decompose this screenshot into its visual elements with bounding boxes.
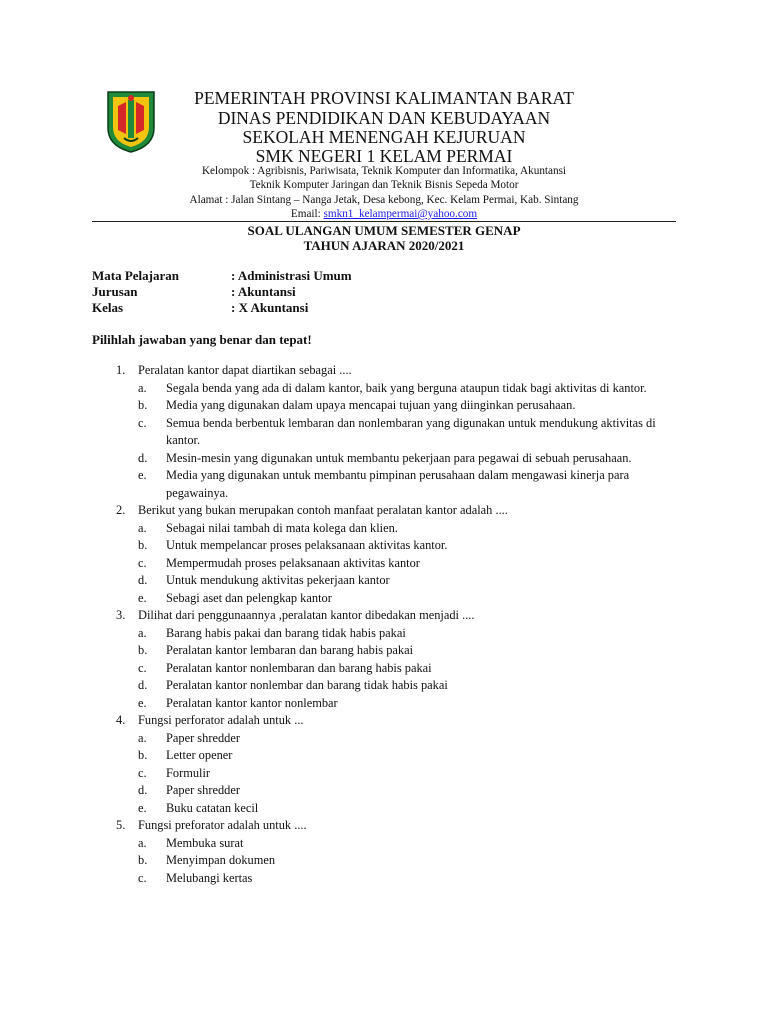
option-text: Peralatan kantor nonlembaran dan barang habis pakai — [166, 660, 432, 675]
meta-label: Mata Pelajaran — [92, 268, 180, 283]
option-letter: c. — [138, 415, 147, 430]
option-text: Sebagi aset dan pelengkap kantor — [166, 590, 332, 605]
option-text: Untuk mempelancar proses pelaksanaan aktivitas kantor. — [166, 538, 448, 552]
option-item — [138, 572, 684, 590]
question-number: 5. — [116, 818, 126, 832]
option-item — [138, 520, 684, 538]
option-letter: d. — [138, 678, 148, 692]
question-item — [112, 712, 684, 817]
header-email-line — [150, 207, 618, 221]
option-item — [138, 450, 684, 468]
email-link[interactable]: smkn1_kelampermai@yahoo.com — [323, 208, 478, 220]
meta-value: : Akuntansi — [231, 284, 296, 299]
option-item — [138, 397, 684, 415]
question-list — [112, 362, 684, 887]
option-letter: d. — [138, 573, 148, 587]
option-text: Media yang digunakan untuk membantu pimpinan perusahaan dalam mengawasi kinerja para pegawainya. — [166, 468, 630, 500]
option-letter: c. — [138, 765, 147, 780]
option-list — [138, 835, 684, 888]
option-text: Mempermudah proses pelaksanaan aktivitas kantor — [166, 555, 420, 570]
option-letter: a. — [138, 520, 147, 535]
option-text: Formulir — [166, 765, 211, 780]
option-letter: a. — [138, 625, 147, 640]
question-number: 4. — [116, 713, 126, 727]
question-text: Peralatan kantor dapat diartikan sebagai .... — [138, 363, 352, 377]
option-letter: b. — [138, 538, 148, 552]
option-item — [138, 730, 684, 748]
option-item — [138, 660, 684, 678]
option-list — [138, 730, 684, 818]
option-item — [138, 835, 684, 853]
question-number: 3. — [116, 608, 126, 622]
option-item — [138, 765, 684, 783]
option-item — [138, 747, 684, 765]
header-line-government: PEMERINTAH PROVINSI KALIMANTAN BARAT — [194, 88, 574, 108]
option-text: Membuka surat — [166, 835, 244, 850]
option-text: Sebagai nilai tambah di mata kolega dan klien. — [166, 520, 398, 535]
option-item — [138, 467, 684, 502]
instruction: Pilihlah jawaban yang benar dan tepat! — [92, 332, 312, 347]
option-letter: c. — [138, 870, 147, 885]
option-text: Untuk mendukung aktivitas pekerjaan kantor — [166, 573, 390, 587]
option-text: Peralatan kantor nonlembar dan barang tidak habis pakai — [166, 678, 448, 692]
option-item — [138, 642, 684, 660]
option-letter: c. — [138, 660, 147, 675]
option-item — [138, 677, 684, 695]
option-text: Media yang digunakan dalam upaya mencapai tujuan yang diinginkan perusahaan. — [166, 398, 576, 412]
meta-row-class — [92, 300, 308, 316]
header-address: Alamat : Jalan Sintang – Nanga Jetak, Desa kebong, Kec. Kelam Permai, Kab. Sintang — [189, 194, 579, 206]
meta-label: Jurusan — [92, 284, 138, 299]
header-line-school-type: SEKOLAH MENENGAH KEJURUAN — [242, 127, 526, 147]
option-text: Paper shredder — [166, 730, 240, 745]
question-text: Berikut yang bukan merupakan contoh manfaat peralatan kantor adalah .... — [138, 503, 508, 517]
option-text: Segala benda yang ada di dalam kantor, baik yang berguna ataupun tidak bagi aktivitas di kantor. — [166, 380, 647, 395]
option-letter: e. — [138, 695, 147, 710]
question-item — [112, 817, 684, 887]
meta-row-major — [92, 284, 296, 300]
option-letter: d. — [138, 450, 148, 465]
option-letter: e. — [138, 590, 147, 605]
header-kelompok: Kelompok : Agribisnis, Pariwisata, Teknik Komputer dan Informatika, Akuntansi — [201, 165, 567, 177]
option-text: Peralatan kantor lembaran dan barang habis pakai — [166, 643, 414, 657]
meta-value: : Administrasi Umum — [231, 268, 352, 283]
option-letter: a. — [138, 730, 147, 745]
option-text: Semua benda berbentuk lembaran dan nonlembaran yang digunakan untuk mendukung aktivitas di kantor. — [166, 415, 656, 447]
option-item — [138, 537, 684, 555]
option-item — [138, 870, 684, 888]
option-item — [138, 695, 684, 713]
option-item — [138, 852, 684, 870]
option-item — [138, 625, 684, 643]
email-label: Email: — [290, 208, 321, 220]
option-list — [138, 380, 684, 503]
option-letter: a. — [138, 835, 147, 850]
option-item — [138, 590, 684, 608]
option-letter: a. — [138, 380, 147, 395]
question-number: 1. — [116, 363, 126, 377]
header-line-school-name: SMK NEGERI 1 KELAM PERMAI — [255, 146, 513, 166]
header-divider — [92, 221, 676, 222]
option-text: Mesin-mesin yang digunakan untuk membantu pekerjaan para pegawai di sebuah perusahaan. — [166, 450, 632, 465]
option-text: Paper shredder — [166, 783, 240, 797]
option-text: Peralatan kantor kantor nonlembar — [166, 695, 338, 710]
meta-value: : X Akuntansi — [231, 300, 309, 315]
option-letter: b. — [138, 398, 148, 412]
exam-year: TAHUN AJARAN 2020/2021 — [303, 238, 465, 253]
option-letter: b. — [138, 643, 148, 657]
question-text: Dilihat dari penggunaannya ,peralatan kantor dibedakan menjadi .... — [138, 608, 475, 622]
header-kelompok-continued: Teknik Komputer Jaringan dan Teknik Bisnis Sepeda Motor — [249, 179, 519, 191]
option-item — [138, 555, 684, 573]
option-item — [138, 415, 684, 450]
option-list — [138, 625, 684, 713]
option-text: Barang habis pakai dan barang tidak habis pakai — [166, 625, 406, 640]
option-text: Melubangi kertas — [166, 870, 253, 885]
meta-row-subject — [92, 268, 352, 284]
option-item — [138, 380, 684, 398]
option-item — [138, 800, 684, 818]
question-item — [112, 362, 684, 502]
question-number: 2. — [116, 503, 126, 517]
option-item — [138, 782, 684, 800]
option-letter: b. — [138, 853, 148, 867]
option-letter: b. — [138, 748, 148, 762]
option-letter: e. — [138, 800, 147, 815]
header-line-department: DINAS PENDIDIKAN DAN KEBUDAYAAN — [217, 108, 551, 128]
option-list — [138, 520, 684, 608]
question-item — [112, 607, 684, 712]
question-item — [112, 502, 684, 607]
meta-label: Kelas — [92, 300, 124, 315]
option-text: Letter opener — [166, 748, 233, 762]
question-text: Fungsi perforator adalah untuk ... — [138, 713, 304, 727]
question-text: Fungsi preforator adalah untuk .... — [138, 818, 307, 832]
exam-title: SOAL ULANGAN UMUM SEMESTER GENAP — [247, 223, 521, 238]
option-letter: e. — [138, 468, 147, 482]
option-letter: c. — [138, 555, 147, 570]
option-text: Buku catatan kecil — [166, 800, 259, 815]
option-letter: d. — [138, 783, 148, 797]
option-text: Menyimpan dokumen — [166, 853, 276, 867]
